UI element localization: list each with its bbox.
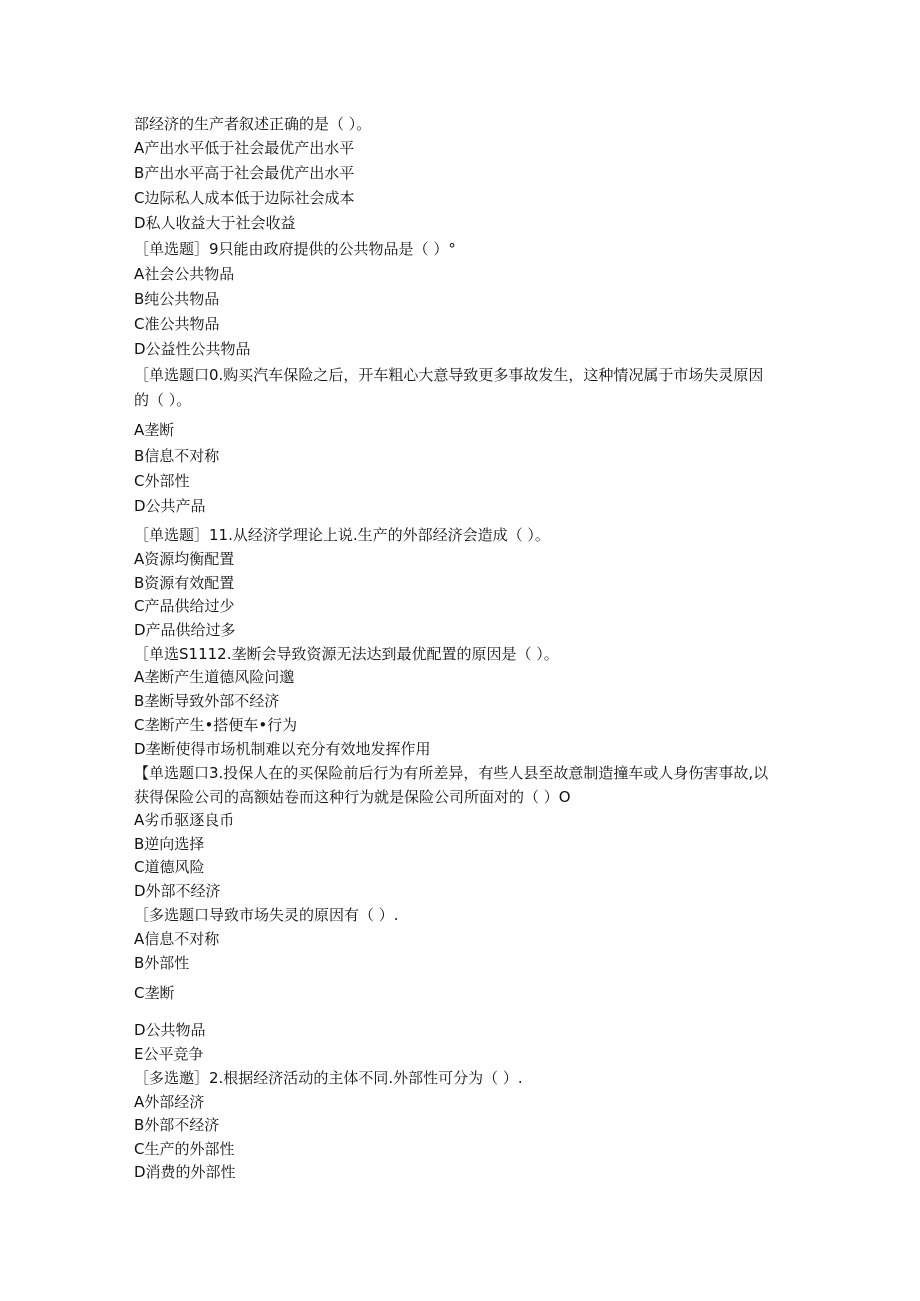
multi-question-2-option-d: D消费的外部性 [134, 1163, 236, 1181]
question-10-option-d: D公共产品 [134, 497, 206, 515]
question-13-option-b: B逆向选择 [134, 835, 205, 853]
question-13-option-c: C道德风险 [134, 858, 205, 876]
multi-question-2-option-a: A外部经济 [134, 1093, 205, 1111]
multi-question-1-option-c: C垄断 [134, 984, 175, 1002]
question-10-option-b: B信息不对称 [134, 447, 220, 465]
question-8-option-d: D私人收益大于社会收益 [134, 214, 296, 232]
question-13-stem: 【单选题口3.投保人在的买保险前后行为有所差异，有些人县至故意制造撞车或人身伤害事故,以 [134, 764, 769, 782]
question-8-stem-continuation: 部经济的生产者叙述正确的是（ ）。 [134, 115, 372, 133]
question-13-option-d: D外部不经济 [134, 882, 221, 900]
multi-question-1-option-e: E公平竞争 [134, 1045, 204, 1063]
question-12-option-d: D垄断使得市场机制难以充分有效地发挥作用 [134, 740, 431, 758]
question-11-stem: ［单选题］11.从经济学理论上说.生产的外部经济会造成（ ）。 [134, 526, 550, 544]
question-13-option-a: A劣币驱逐良币 [134, 811, 235, 829]
question-12-option-c: C垄断产生•搭便车•行为 [134, 716, 298, 734]
question-8-option-b: B产出水平高于社会最优产出水平 [134, 164, 355, 182]
multi-question-2-option-b: B外部不经济 [134, 1116, 220, 1134]
multi-question-1-option-a: A信息不对称 [134, 930, 220, 948]
question-11-option-c: C产品供给过少 [134, 597, 235, 615]
question-10-option-a: A垄断 [134, 421, 175, 439]
multi-question-2-stem: ［多选邀］2.根据经济活动的主体不同.外部性可分为（ ）. [134, 1069, 523, 1087]
question-12-stem: ［单选S1112.垄断会导致资源无法达到最优配置的原因是（ ）。 [134, 645, 559, 663]
question-12-option-b: B垄断导致外部不经济 [134, 692, 280, 710]
question-9-option-b: B纯公共物品 [134, 290, 220, 308]
question-10-stem: ［单选题口0.购买汽车保险之后，开车粗心大意导致更多事故发生，这种情况属于市场失灵原因 [134, 366, 764, 384]
question-10-stem-continuation: 的（ ）。 [134, 391, 192, 409]
question-10-option-c: C外部性 [134, 472, 190, 490]
question-8-option-c: C边际私人成本低于边际社会成本 [134, 189, 355, 207]
multi-question-1-stem: ［多选题口导致市场失灵的原因有（ ）. [134, 906, 399, 924]
question-11-option-b: B资源有效配置 [134, 574, 235, 592]
question-9-option-d: D公益性公共物品 [134, 340, 251, 358]
question-9-option-c: C准公共物品 [134, 315, 220, 333]
question-13-stem-continuation: 获得保险公司的高额姑卷而这种行为就是保险公司所面对的（ ）O [134, 788, 571, 806]
question-11-option-d: D产品供给过多 [134, 621, 236, 639]
question-12-option-a: A垄断产生道德风险问邈 [134, 668, 295, 686]
multi-question-2-option-c: C生产的外部性 [134, 1140, 235, 1158]
multi-question-1-option-d: D公共物品 [134, 1021, 206, 1039]
question-9-stem: ［单选题］9只能由政府提供的公共物品是（ ）° [134, 240, 456, 258]
question-9-option-a: A社会公共物品 [134, 265, 235, 283]
multi-question-1-option-b: B外部性 [134, 954, 190, 972]
question-8-option-a: A产出水平低于社会最优产出水平 [134, 139, 355, 157]
question-11-option-a: A资源均衡配置 [134, 550, 235, 568]
